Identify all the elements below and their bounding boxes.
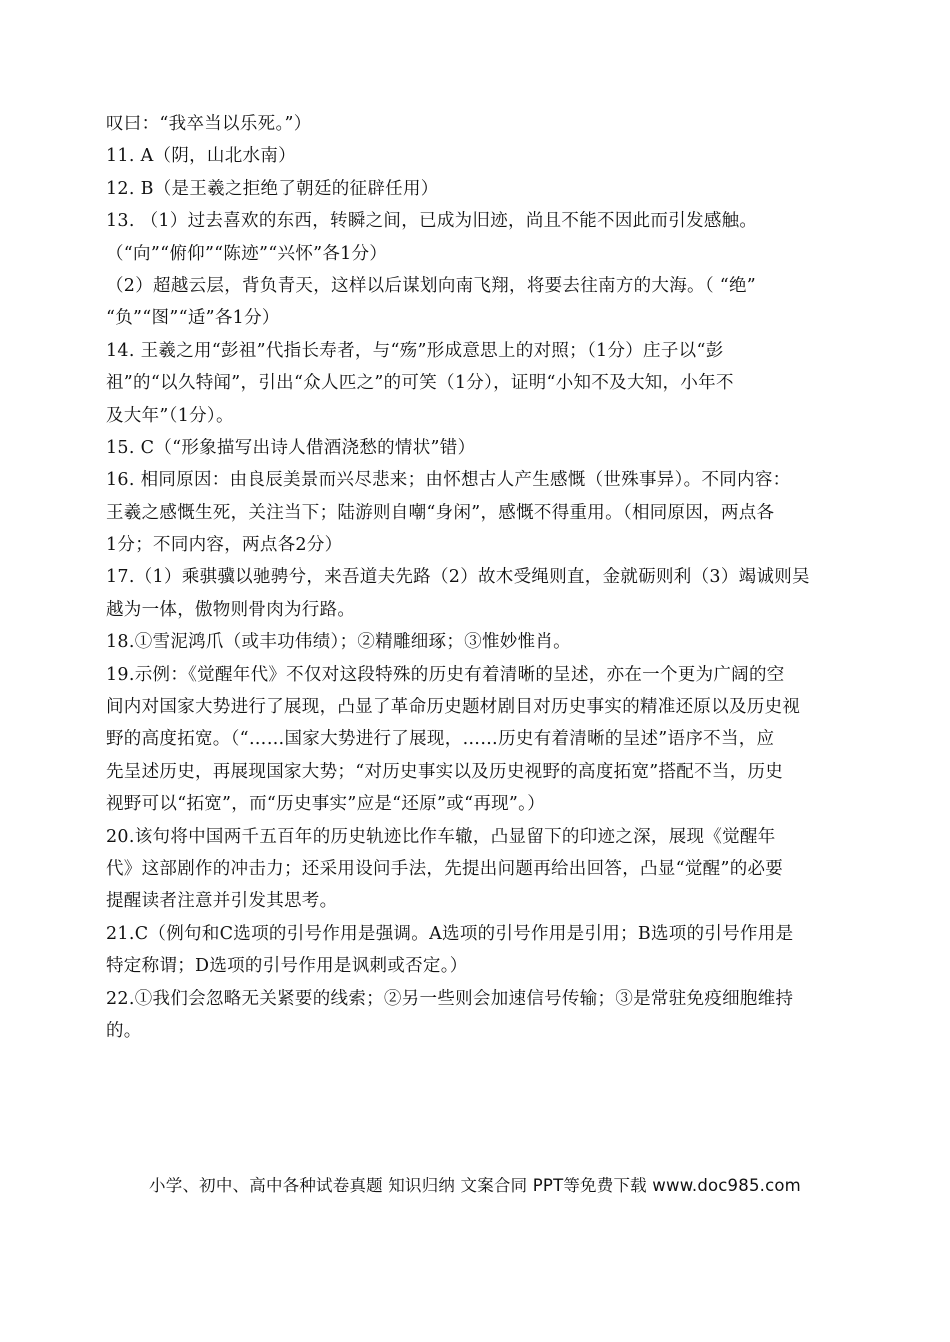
answer-17: 17.（1）乘骐骥以驰骋兮，来吾道夫先路（2）故木受绳则直，金就砺则利（3）竭诚则吴 xyxy=(106,567,810,588)
answer-14: 14. 王羲之用“彭祖”代指长寿者，与“殇”形成意思上的对照；（1分）庄子以“彭 xyxy=(106,340,724,361)
text-line: “负”“图”“适”各1分） xyxy=(106,308,280,329)
footer-text: 小学、初中、高中各种试卷真题 知识归纳 文案合同 PPT等免费下载 www.doc985.com xyxy=(149,1176,801,1195)
answer-19: 19.示例：《觉醒年代》不仅对这段特殊的历史有着清晰的呈述，亦在一个更为广阔的空 xyxy=(106,664,785,685)
answer-text xyxy=(106,108,851,1047)
text-line: 间内对国家大势进行了展现，凸显了革命历史题材剧目对历史事实的精准还原以及历史视 xyxy=(106,697,801,718)
answer-12: 12. B（是王羲之拒绝了朝廷的征辟任用） xyxy=(106,178,439,199)
answer-22: 22.①我们会忽略无关紧要的线索；②另一些则会加速信号传输；③是常驻免疫细胞维持 xyxy=(106,988,794,1009)
text-line: 代》这部剧作的冲击力；还采用设问手法，先提出问题再给出回答，凸显“觉醒”的必要 xyxy=(106,858,784,879)
text-line: 特定称谓；D选项的引号作用是讽刺或否定。） xyxy=(106,956,468,977)
text-line: （2）超越云层，背负青天，这样以后谋划向南飞翔，将要去往南方的大海。（ “绝” xyxy=(106,275,757,296)
answer-20: 20.该句将中国两千五百年的历史轨迹比作车辙，凸显留下的印迹之深，展现《觉醒年 xyxy=(106,826,776,847)
text-line: 越为一体，傲物则骨肉为行路。 xyxy=(106,599,356,620)
text-line: （“向”“俯仰”“陈迹”“兴怀”各1分） xyxy=(106,243,388,264)
text-line: 视野可以“拓宽”，而“历史事实”应是“还原”或“再现”。） xyxy=(106,794,546,815)
text-line: 先呈述历史，再展现国家大势；“对历史事实以及历史视野的高度拓宽”搭配不当，历史 xyxy=(106,761,784,782)
answer-21: 21.C（例句和C选项的引号作用是强调。A选项的引号作用是引用；B选项的引号作用是 xyxy=(106,923,794,944)
answer-13: 13. （1）过去喜欢的东西，转瞬之间，已成为旧迹，尚且不能不因此而引发感触。 xyxy=(106,211,758,232)
answer-11: 11. A（阴，山北水南） xyxy=(106,146,296,167)
text-line: 野的高度拓宽。（“……国家大势进行了展现，……历史有着清晰的呈述”语序不当，应 xyxy=(106,729,775,750)
answer-16: 16. 相同原因：由良辰美景而兴尽悲来；由怀想古人产生感慨（世殊事异）。不同内容： xyxy=(106,470,791,491)
answer-18: 18.①雪泥鸿爪（或丰功伟绩）；②精雕细琢；③惟妙惟肖。 xyxy=(106,632,571,653)
text-line: 的。 xyxy=(106,1020,142,1041)
text-line: 叹曰：“我卒当以乐死。”） xyxy=(106,114,312,134)
text-line: 王羲之感慨生死，关注当下；陆游则自嘲“身闲”，感慨不得重用。（相同原因，两点各 xyxy=(106,502,775,523)
text-line: 1分；不同内容，两点各2分） xyxy=(106,535,343,556)
text-line: 及大年”（1分）。 xyxy=(106,405,234,426)
text-line: 祖”的“以久特闻”，引出“众人匹之”的可笑（1分），证明“小知不及大知，小年不 xyxy=(106,373,734,394)
text-line: 提醒读者注意并引发其思考。 xyxy=(106,891,338,912)
answer-15: 15. C（“形象描写出诗人借酒浇愁的情状”错） xyxy=(106,437,476,458)
